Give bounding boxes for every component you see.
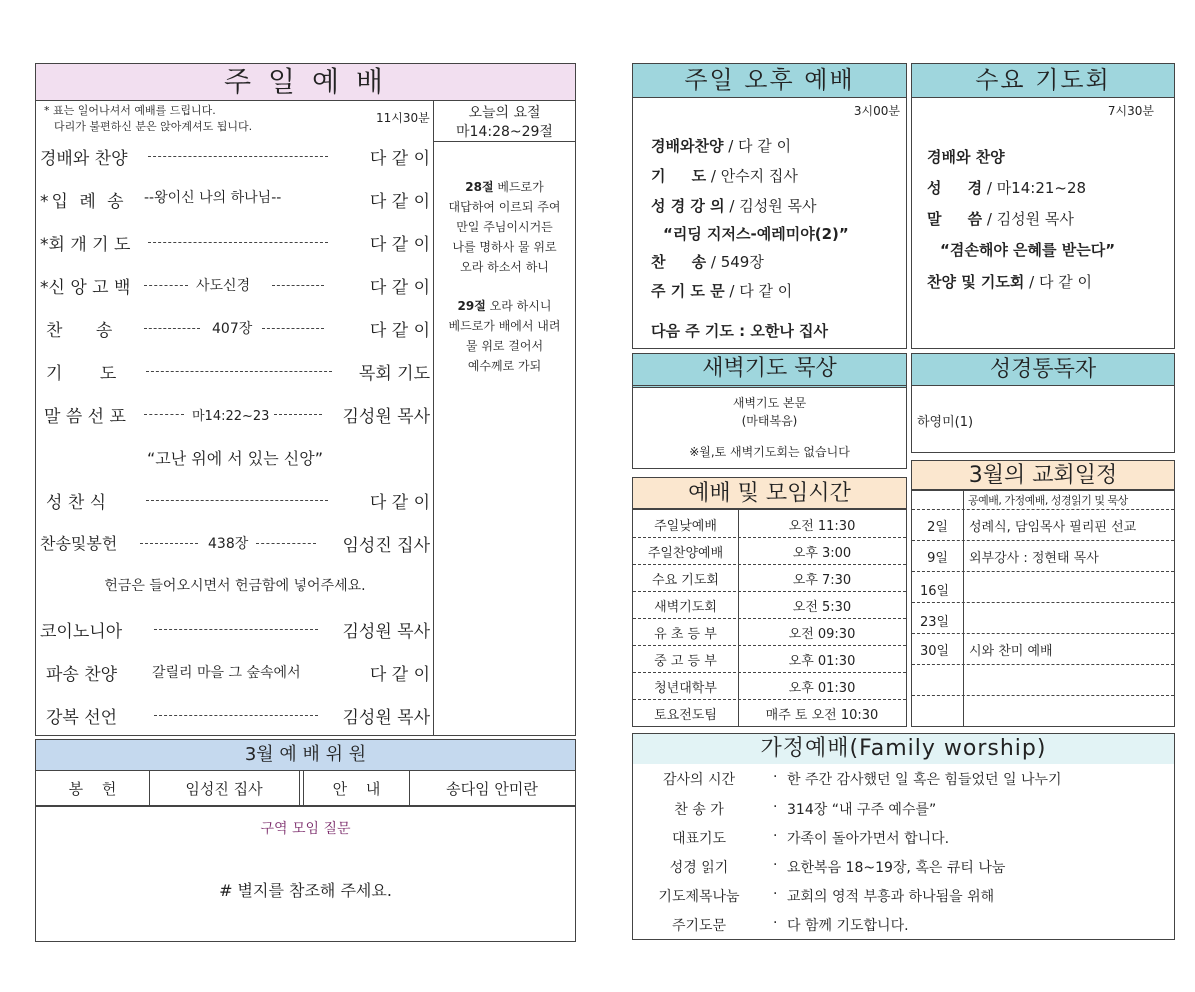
order-who: 김성원 목사 bbox=[342, 622, 430, 642]
summary-verse-29: 29절 오라 하시니 베드로가 배에서 내려 물 위로 걸어서 예수께로 가되 bbox=[448, 299, 561, 373]
dawn-text: 새벽기도 본문 bbox=[732, 396, 807, 410]
worship-committee-panel bbox=[35, 739, 576, 942]
meeting-row bbox=[633, 564, 906, 592]
meeting-name: 주일낮예배 bbox=[654, 519, 717, 534]
wednesday-time: 7시30분 bbox=[1107, 104, 1154, 118]
order-name: 성 찬 식 bbox=[46, 493, 107, 513]
order-mid: 마14:22~23 bbox=[192, 409, 270, 424]
meeting-row bbox=[633, 591, 906, 619]
order-name: 찬송및봉헌 bbox=[40, 534, 118, 553]
family-worship-panel: 가정예배(Family worship) 감사의 시간 · 한 주간 감사했던 일 혹은 힘들었던 일 나누기 찬 송 가 · 314장 “내 구주 예수를” 대표기도 · 가족이 돌아가면서 합니다. 성경 읽기 · 요한복음 18~19장, 혹은 큐티 나눔 기도제목나눔 · 교회의 영적 부흥과 하나됨을 위해 주기도문 · 다 함께 기도합니다. bbox=[632, 733, 1175, 940]
afternoon-time: 3시00분 bbox=[853, 104, 900, 118]
meeting-time: 오후 3:00 bbox=[792, 546, 852, 561]
schedule-row bbox=[912, 541, 1174, 572]
schedule-day: 30일 bbox=[920, 644, 950, 659]
order-who: 김성원 목사 bbox=[342, 708, 430, 728]
committee-row bbox=[36, 771, 575, 807]
bible-reading-names: 하영미(1) bbox=[917, 415, 974, 430]
order-who: 임성진 집사 bbox=[342, 536, 430, 556]
schedule-row bbox=[912, 572, 1174, 603]
meeting-times-title: 예배 및 모임시간 bbox=[633, 478, 906, 510]
bible-reading-title: 성경통독자 bbox=[912, 354, 1174, 386]
order-row bbox=[40, 660, 430, 685]
meeting-row bbox=[633, 699, 906, 726]
order-row: *입 례 송 --왕이신 나의 하나님-- 다 같 이 bbox=[40, 187, 430, 209]
meeting-name: 청년대학부 bbox=[654, 681, 717, 696]
meeting-name: 주일찬양예배 bbox=[647, 546, 724, 561]
wednesday-item: 경배와 찬양 bbox=[927, 148, 1005, 166]
church-schedule-panel bbox=[911, 460, 1175, 727]
wednesday-item: 찬양 및 기도회 / 다 같 이 bbox=[927, 273, 1092, 291]
lecture-title: “리딩 지저스-예레미야(2)” bbox=[663, 225, 849, 243]
afternoon-title: 주일 오후 예배 bbox=[633, 64, 906, 98]
order-row bbox=[40, 230, 430, 255]
order-who: 다 같 이 bbox=[369, 493, 430, 513]
order-row bbox=[40, 488, 430, 513]
family-label: 기도제목나눔 bbox=[658, 889, 740, 905]
afternoon-item: 주 기 도 문 / 다 같 이 bbox=[651, 282, 793, 300]
schedule-row bbox=[912, 696, 1174, 726]
family-text: 한 주간 감사했던 일 혹은 힘들었던 일 나누기 bbox=[787, 772, 1062, 788]
offering-name: 임성진 집사 bbox=[185, 780, 263, 798]
offering-label: 봉 헌 bbox=[68, 780, 117, 798]
order-row bbox=[40, 273, 430, 298]
meeting-time: 오전 09:30 bbox=[788, 627, 856, 642]
order-who: 다 같 이 bbox=[369, 235, 430, 255]
schedule-event: 성례식, 담임목사 필리핀 선교 bbox=[969, 520, 1137, 535]
schedule-day: 16일 bbox=[920, 584, 950, 599]
order-name: *신 앙 고 백 bbox=[40, 278, 131, 298]
order-mid: 사도신경 bbox=[196, 278, 251, 294]
order-mid: 438장 bbox=[208, 536, 249, 552]
order-row bbox=[40, 316, 430, 341]
wednesday-item: 말 씀 / 김성원 목사 bbox=[927, 210, 1074, 228]
summary-verse-28: 28절 베드로가 대답하여 이르되 주여 만일 주님이시거든 나를 명하사 물 위로 오라 하소서 하니 bbox=[448, 180, 561, 274]
usher-label: 안 내 bbox=[332, 780, 381, 798]
summary-reference: 마14:28~29절 bbox=[456, 124, 553, 140]
meeting-name: 유 초 등 부 bbox=[654, 627, 717, 642]
meeting-time: 오후 01:30 bbox=[788, 681, 856, 696]
order-mid: 407장 bbox=[212, 321, 253, 337]
afternoon-item: 찬 송 / 549장 bbox=[651, 253, 764, 271]
order-who: 다 같 이 bbox=[369, 665, 430, 685]
order-name: *입 례 송 bbox=[40, 192, 127, 212]
family-label: 대표기도 bbox=[671, 831, 727, 847]
meeting-row bbox=[633, 645, 906, 673]
offering-note: 헌금은 들어오시면서 헌금함에 넣어주세요. bbox=[104, 578, 366, 594]
sunday-worship-title: 주 일 예 배 bbox=[36, 64, 575, 101]
order-who: 다 같 이 bbox=[369, 278, 430, 298]
order-mid: 왕이신 나의 하나님 bbox=[154, 190, 272, 206]
meeting-name: 토요전도팀 bbox=[654, 708, 717, 723]
dawn-book: (마태복음) bbox=[741, 414, 798, 428]
order-who: 다 같 이 bbox=[369, 192, 430, 212]
order-row bbox=[40, 703, 430, 728]
next-week-prayer: 다음 주 기도 : 오한나 집사 bbox=[651, 322, 829, 340]
sermon-title: “고난 위에 서 있는 신앙” bbox=[146, 449, 324, 468]
dawn-prayer-panel bbox=[632, 353, 907, 469]
meeting-row bbox=[633, 618, 906, 646]
order-name: 말 씀 선 포 bbox=[44, 407, 126, 427]
usher-names: 송다임 안미란 bbox=[446, 780, 538, 798]
verse-28-number: 28절 bbox=[465, 180, 494, 194]
standing-note-1: * 표는 일어나셔서 예배를 드립니다. bbox=[44, 104, 216, 117]
schedule-day: 9일 bbox=[927, 551, 948, 566]
schedule-header: 공예배, 가정예배, 성경읽기 및 묵상 bbox=[968, 494, 1128, 507]
schedule-day: 2일 bbox=[927, 520, 948, 535]
bible-reading-panel bbox=[911, 353, 1175, 453]
order-row bbox=[40, 402, 430, 427]
family-text: 교회의 영적 부흥과 하나됨을 위해 bbox=[787, 889, 995, 905]
meeting-row bbox=[633, 537, 906, 565]
dawn-title: 새벽기도 묵상 bbox=[633, 354, 906, 388]
order-row bbox=[40, 144, 430, 169]
order-name: 기 도 bbox=[46, 364, 117, 384]
family-label: 찬 송 가 bbox=[674, 802, 724, 818]
meeting-name: 새벽기도회 bbox=[654, 600, 717, 615]
group-question: 구역 모임 질문 bbox=[260, 821, 351, 837]
order-row bbox=[40, 359, 430, 384]
order-who: 김성원 목사 bbox=[342, 407, 430, 427]
order-who: 다 같 이 bbox=[369, 149, 430, 169]
verse-29-number: 29절 bbox=[457, 299, 486, 313]
schedule-row bbox=[912, 634, 1174, 665]
afternoon-item: 성 경 강 의 / 김성원 목사 bbox=[651, 197, 817, 215]
family-text: 가족이 돌아가면서 합니다. bbox=[787, 831, 950, 847]
summary-label: 오늘의 요절 bbox=[468, 105, 541, 121]
order-name: 찬 송 bbox=[46, 321, 113, 341]
family-label: 주기도문 bbox=[671, 918, 727, 934]
wednesday-title: 수요 기도회 bbox=[912, 64, 1174, 98]
wednesday-item: 성 경 / 마14:21~28 bbox=[927, 179, 1087, 197]
meeting-time: 오전 5:30 bbox=[792, 600, 852, 615]
order-row bbox=[40, 617, 430, 642]
meeting-name: 수요 기도회 bbox=[652, 573, 719, 588]
schedule-title: 3월의 교회일정 bbox=[912, 461, 1174, 491]
afternoon-worship-panel bbox=[632, 63, 907, 349]
sunday-worship-panel bbox=[35, 63, 576, 736]
family-label: 감사의 시간 bbox=[662, 772, 736, 788]
schedule-row bbox=[912, 665, 1174, 696]
order-name: *회 개 기 도 bbox=[40, 235, 131, 255]
family-text: 314장 “내 구주 예수를” bbox=[787, 802, 937, 818]
order-who: 목회 기도 bbox=[358, 364, 430, 384]
meeting-time: 오후 7:30 bbox=[792, 573, 852, 588]
order-row bbox=[40, 531, 430, 556]
order-name: 파송 찬양 bbox=[46, 665, 118, 685]
wednesday-sermon-title: “겸손해야 은혜를 받는다” bbox=[940, 241, 1116, 259]
schedule-event: 시와 찬미 예배 bbox=[969, 644, 1053, 659]
schedule-row bbox=[912, 510, 1174, 541]
meeting-name: 중 고 등 부 bbox=[654, 654, 717, 669]
order-mid: 갈릴리 마을 그 숲속에서 bbox=[152, 665, 301, 681]
schedule-event: 외부강사 : 정현태 목사 bbox=[969, 551, 1099, 566]
family-label: 성경 읽기 bbox=[669, 860, 729, 876]
afternoon-item: 경배와찬양 / 다 같 이 bbox=[651, 137, 792, 155]
standing-note-2: 다리가 불편하신 분은 앉아계셔도 됩니다. bbox=[54, 120, 253, 133]
meeting-time: 매주 토 오전 10:30 bbox=[765, 708, 879, 723]
schedule-day: 23일 bbox=[920, 615, 950, 630]
meeting-row bbox=[633, 672, 906, 700]
committee-title: 3월 예 배 위 원 bbox=[36, 740, 575, 771]
meeting-time: 오후 01:30 bbox=[788, 654, 856, 669]
order-who: 다 같 이 bbox=[369, 321, 430, 341]
family-text: 다 함께 기도합니다. bbox=[787, 918, 909, 934]
meeting-time: 오전 11:30 bbox=[788, 519, 856, 534]
family-text: 요한복음 18~19장, 혹은 큐티 나눔 bbox=[787, 860, 1006, 876]
sunday-time: 11시30분 bbox=[376, 111, 430, 125]
order-name: 강복 선언 bbox=[46, 708, 118, 728]
order-name: 경배와 찬양 bbox=[40, 149, 128, 169]
see-attachment-note: # 별지를 참조해 주세요. bbox=[219, 881, 392, 900]
family-worship-title: 가정예배(Family worship) bbox=[633, 734, 1174, 764]
meeting-row bbox=[633, 510, 906, 538]
meeting-times-panel bbox=[632, 477, 907, 727]
dawn-notice: ※월,토 새벽기도회는 없습니다 bbox=[689, 445, 850, 459]
schedule-row bbox=[912, 603, 1174, 634]
order-name: 코이노니아 bbox=[40, 622, 123, 642]
wednesday-prayer-panel bbox=[911, 63, 1175, 349]
afternoon-item: 기 도 / 안수지 집사 bbox=[651, 167, 798, 185]
